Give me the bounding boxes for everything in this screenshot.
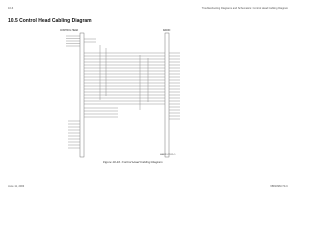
wire-group xyxy=(66,36,180,148)
footer-date: June 11, 2003 xyxy=(8,185,25,188)
diagram-reference: MAEPF-27512-O xyxy=(160,154,176,156)
control-head-block-label: CONTROL HEAD xyxy=(60,30,79,32)
radio-connector xyxy=(165,33,169,157)
section-heading: 10.5 Control Head Cabling Diagram xyxy=(8,18,92,24)
page-number: 10-6 xyxy=(8,7,14,10)
running-header: Troubleshooting Diagrams and Schematics: Control Head Cabling Diagram xyxy=(201,7,288,10)
radio-block-label: RADIO xyxy=(163,30,171,32)
footer-doc-number: 6881096C73-C xyxy=(270,185,288,188)
control-head-connector xyxy=(80,33,84,157)
figure-caption: Figure 10-10. Control Head Cabling Diagram xyxy=(103,160,163,164)
